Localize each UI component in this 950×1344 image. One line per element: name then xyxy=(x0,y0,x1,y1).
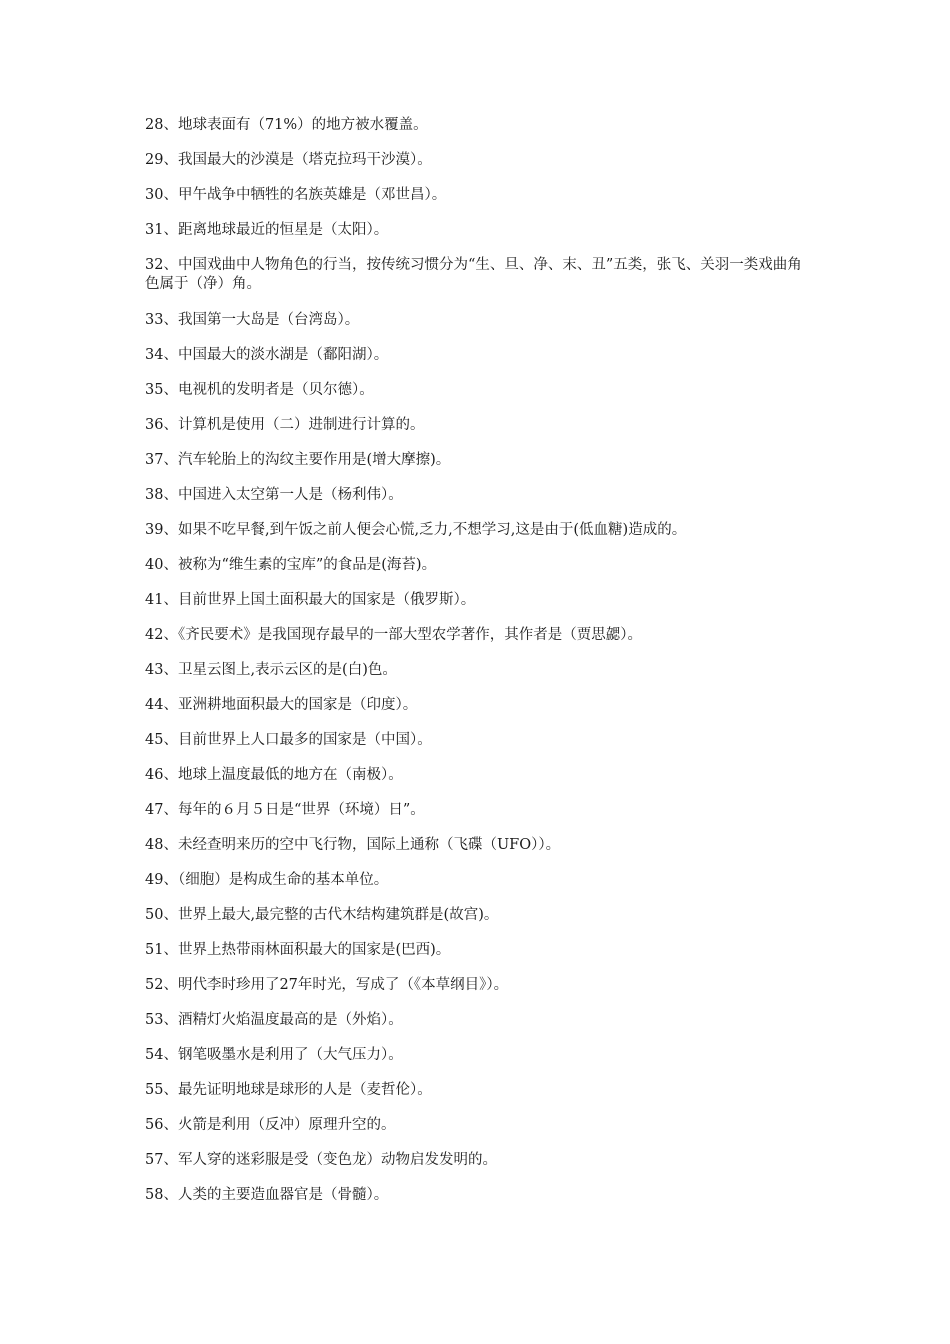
list-item: 47、每年的６月５日是“世界（环境）日”。 xyxy=(145,802,425,818)
list-item: 42、《齐民要术》是我国现存最早的一部大型农学著作，其作者是（贾思勰）。 xyxy=(145,627,642,643)
list-item: 45、目前世界上人口最多的国家是（中国）。 xyxy=(145,732,432,748)
list-item: 58、人类的主要造血器官是（骨髓）。 xyxy=(145,1187,389,1203)
list-item: 33、我国第一大岛是（台湾岛）。 xyxy=(145,312,360,328)
list-item: 55、最先证明地球是球形的人是（麦哲伦）。 xyxy=(145,1082,432,1098)
list-item: 40、被称为“维生素的宝库”的食品是(海苔)。 xyxy=(145,557,437,573)
list-item: 49、（细胞）是构成生命的基本单位。 xyxy=(145,872,389,888)
list-item: 32、中国戏曲中人物角色的行当，按传统习惯分为“生、旦、净、末、丑”五类，张飞、关羽一类戏曲角色属于（净）角。 xyxy=(145,257,802,292)
list-item: 35、电视机的发明者是（贝尔德）。 xyxy=(145,382,374,398)
list-item: 57、军人穿的迷彩服是受（变色龙）动物启发发明的。 xyxy=(145,1152,497,1168)
list-item: 52、明代李时珍用了27年时光，写成了（《本草纲目》）。 xyxy=(145,977,509,993)
list-item: 30、甲午战争中牺牲的名族英雄是（邓世昌）。 xyxy=(145,187,447,203)
list-item: 51、世界上热带雨林面积最大的国家是(巴西)。 xyxy=(145,942,451,958)
list-item: 34、中国最大的淡水湖是（鄱阳湖）。 xyxy=(145,347,389,363)
list-item: 46、地球上温度最低的地方在（南极）。 xyxy=(145,767,403,783)
list-item: 37、汽车轮胎上的沟纹主要作用是(增大摩擦)。 xyxy=(145,452,451,468)
list-item: 41、目前世界上国土面积最大的国家是（俄罗斯）。 xyxy=(145,592,476,608)
list-item: 48、未经查明来历的空中飞行物，国际上通称（飞碟（UFO））。 xyxy=(145,837,561,853)
list-item: 28、地球表面有（71%）的地方被水覆盖。 xyxy=(145,117,428,133)
list-item: 38、中国进入太空第一人是（杨利伟）。 xyxy=(145,487,403,503)
list-item: 50、世界上最大,最完整的古代木结构建筑群是(故宫)。 xyxy=(145,907,499,923)
list-item: 53、酒精灯火焰温度最高的是（外焰）。 xyxy=(145,1012,403,1028)
list-item: 29、我国最大的沙漠是（塔克拉玛干沙漠）。 xyxy=(145,152,432,168)
list-item: 44、亚洲耕地面积最大的国家是（印度）。 xyxy=(145,697,418,713)
list-item: 56、火箭是利用（反冲）原理升空的。 xyxy=(145,1117,396,1133)
qa-list xyxy=(145,116,805,1221)
list-item: 43、卫星云图上,表示云区的是(白)色。 xyxy=(145,662,397,678)
list-item: 31、距离地球最近的恒星是（太阳）。 xyxy=(145,222,389,238)
list-item: 54、钢笔吸墨水是利用了（大气压力）。 xyxy=(145,1047,403,1063)
list-item: 39、如果不吃早餐,到午饭之前人便会心慌,乏力,不想学习,这是由于(低血糖)造成的。 xyxy=(145,522,687,538)
list-item: 36、计算机是使用（二）进制进行计算的。 xyxy=(145,417,425,433)
